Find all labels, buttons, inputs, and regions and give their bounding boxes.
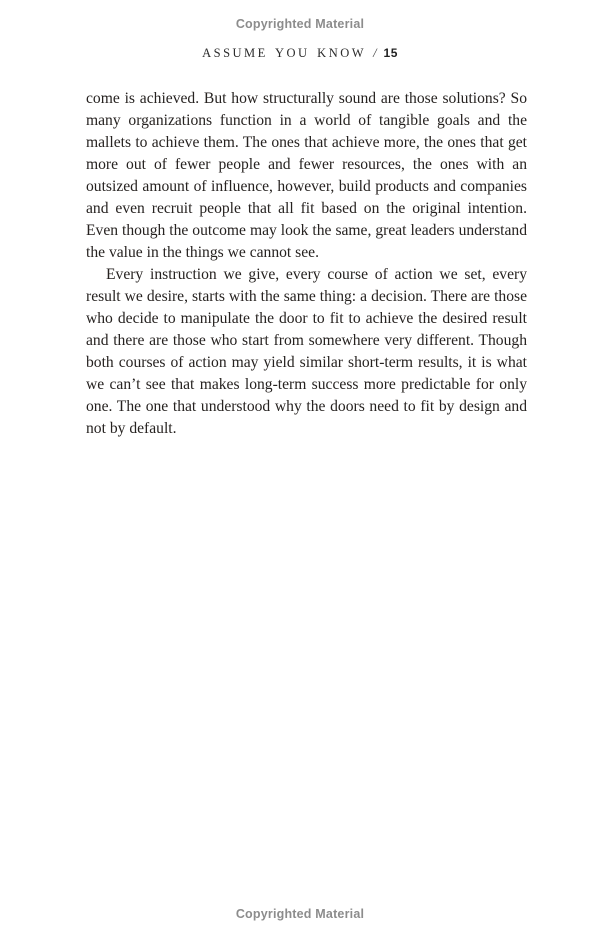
copyright-watermark-top: Copyrighted Material <box>235 17 365 31</box>
page-number: 15 <box>383 46 398 60</box>
paragraph-1: come is achieved. But how structurally sound are those solutions? So many organizations function in a world of tangible goals and the mallets to achieve them. The ones that achieve more, the ones that get more out of fewer people and fewer resources, the ones with an outsized amount of influence, however, build products and companies and even recruit people that all fit based on the original intention. Even though the outcome may look the same, great leaders understand the value in the things we cannot see. <box>86 90 527 261</box>
chapter-title: ASSUME YOU KNOW <box>202 46 367 60</box>
running-head <box>0 46 600 61</box>
running-head-separator: / <box>373 46 377 60</box>
copyright-watermark-bottom: Copyrighted Material <box>235 907 365 921</box>
paragraph-2: Every instruction we give, every course of action we set, every result we desire, starts with the same thing: a decision. There are those who decide to manipulate the door to fit to achieve the desired result and there are those who start from somewhere very different. Though both courses of action may yield similar short-term results, it is what we can’t see that makes long-term success more predictable for only one. The one that understood why the doors need to fit by design and not by default. <box>86 266 527 437</box>
body-text <box>86 88 527 440</box>
